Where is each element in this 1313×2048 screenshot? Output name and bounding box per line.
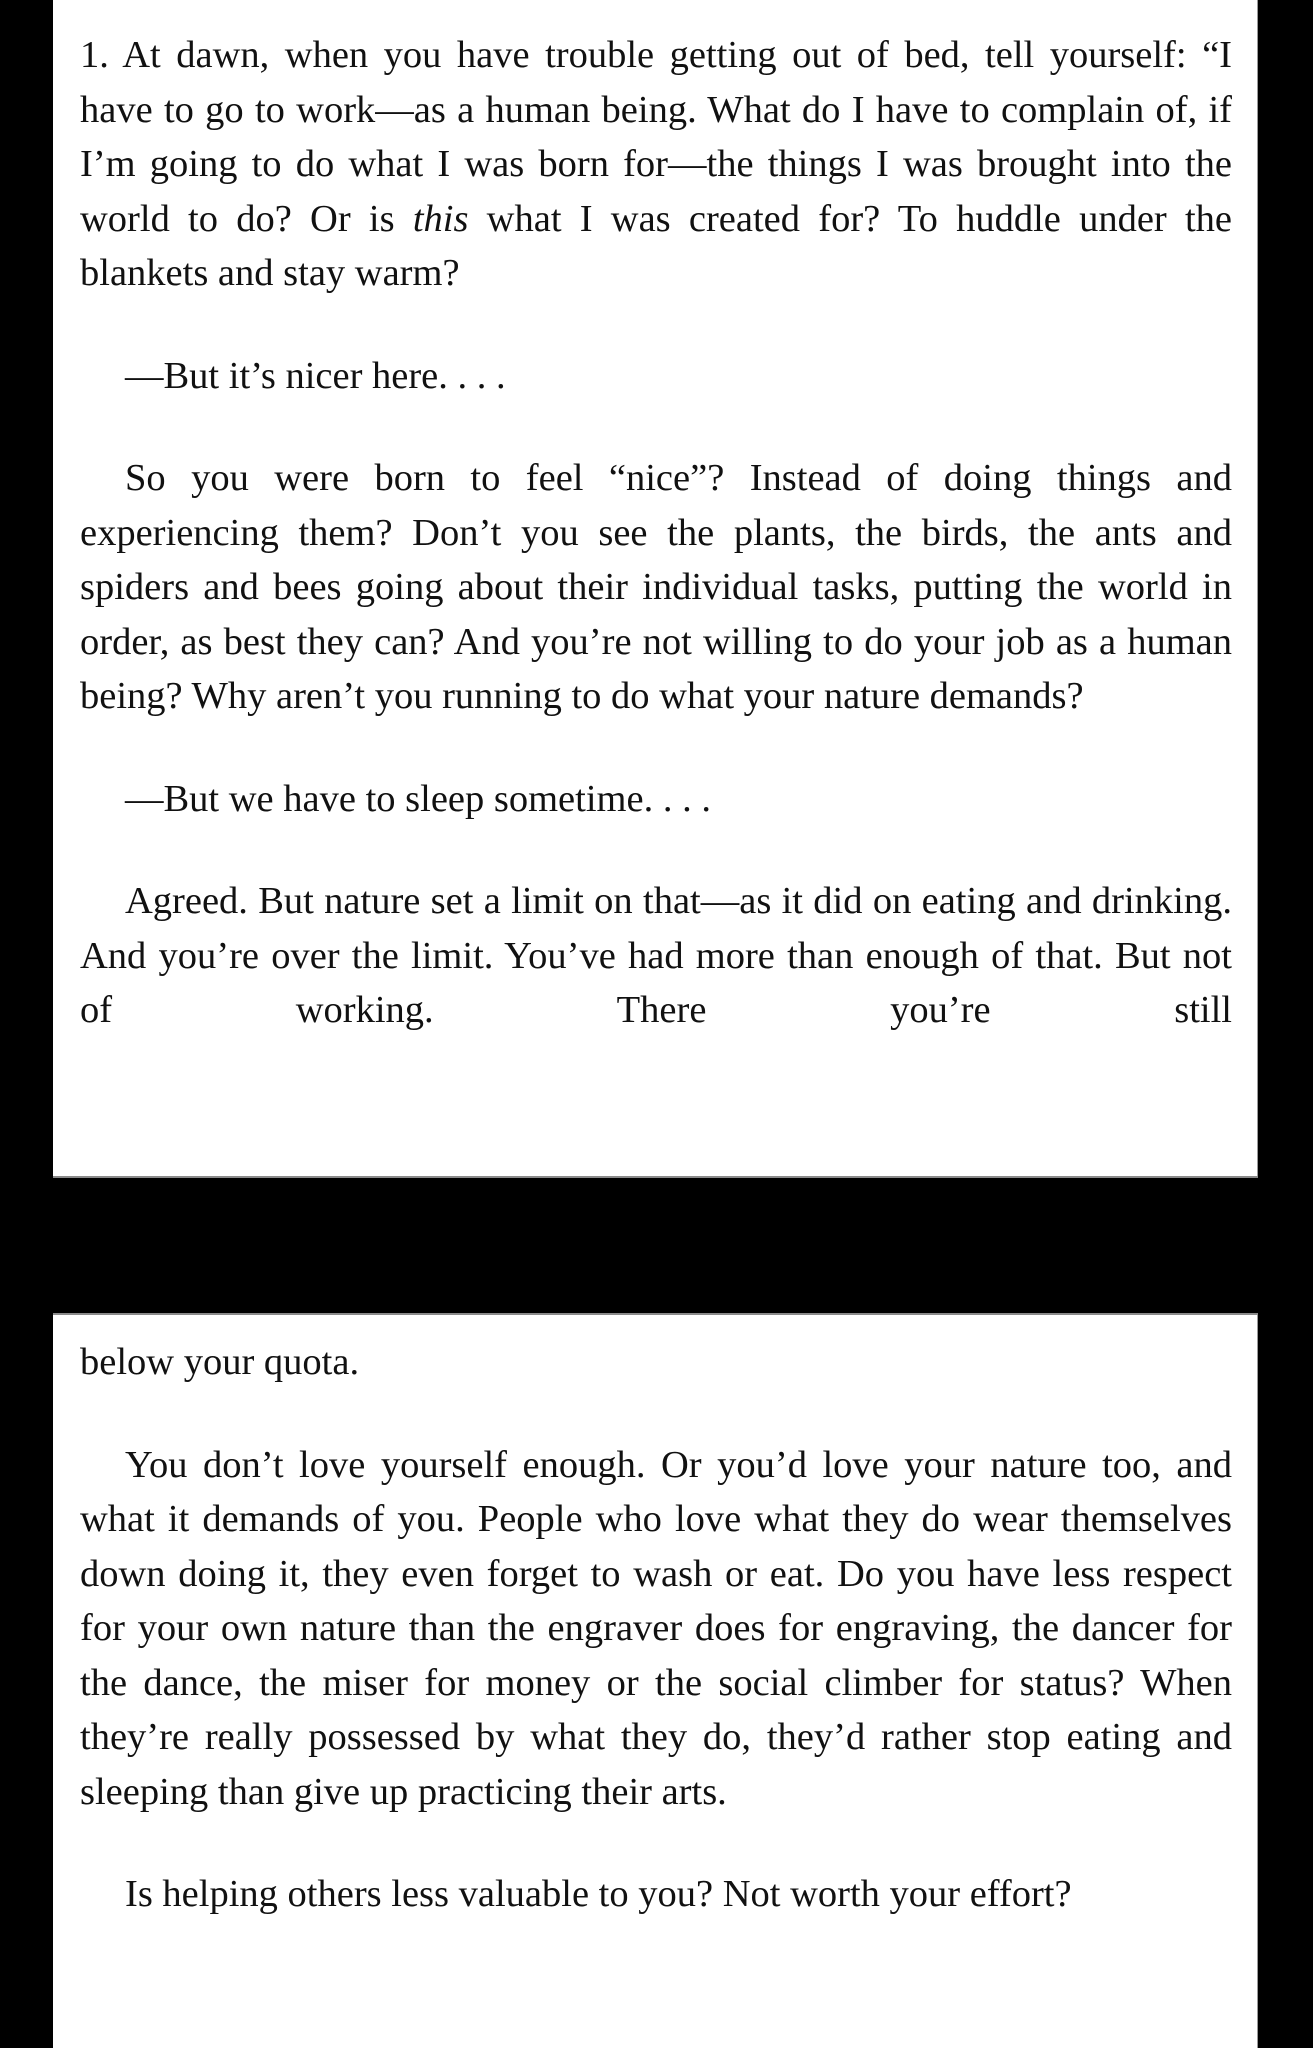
- page-edge-line: [1257, 0, 1258, 1176]
- paragraph-7: Is helping others less valuable to you? Not worth your effort?: [125, 1873, 1072, 1915]
- paragraph-6: You don’t love yourself enough. Or you’d love your nature too, and what it demands of you. People who love what they do wear themselves down doing it, they even forget to wash or eat. Do you have less respect for your own nature than the engraver does for engraving, the dancer for the dance, the miser for money or the social climber for status? When they’re really possessed by what they do, they’d rather stop eating and sleeping than give up practicing their arts.: [80, 1443, 1232, 1813]
- reader-page-bottom: [53, 1313, 1258, 2048]
- paragraph-4-dialogue: —But we have to sleep sometime. . . .: [125, 777, 711, 820]
- paragraph-2-dialogue: —But it’s nicer here. . . .: [125, 354, 506, 397]
- page-edge-line: [1257, 1315, 1258, 2048]
- paragraph-1-emphasis-this: this: [412, 197, 469, 240]
- paragraph-1-text-a: 1. At dawn, when you have trouble getting out of bed, tell yourself: “I have to go to work—as a human being. What do I have to complain of, if I’m going to do what I was born for—the things I was brought into the world to do? Or is: [80, 34, 1232, 240]
- paragraph-1-text-b: what I was created for? To huddle under the blankets and stay warm?: [80, 197, 1232, 294]
- reader-page-top: [53, 0, 1258, 1178]
- paragraph-5: Agreed. But nature set a limit on that—as it did on eating and drinking. And you’re over the limit. You’ve had more than enough of that. But not of working. There you’re still: [80, 880, 1232, 1031]
- paragraph-1: [80, 28, 1232, 301]
- paragraph-3: So you were born to feel “nice”? Instead of doing things and experiencing them? Don’t you see the plants, the birds, the ants and spiders and bees going about their individual tasks, putting the world in order, as best they can? And you’re not willing to do your job as a human being? Why aren’t you running to do what your nature demands?: [80, 457, 1232, 717]
- paragraph-5-continuation: below your quota.: [80, 1341, 360, 1383]
